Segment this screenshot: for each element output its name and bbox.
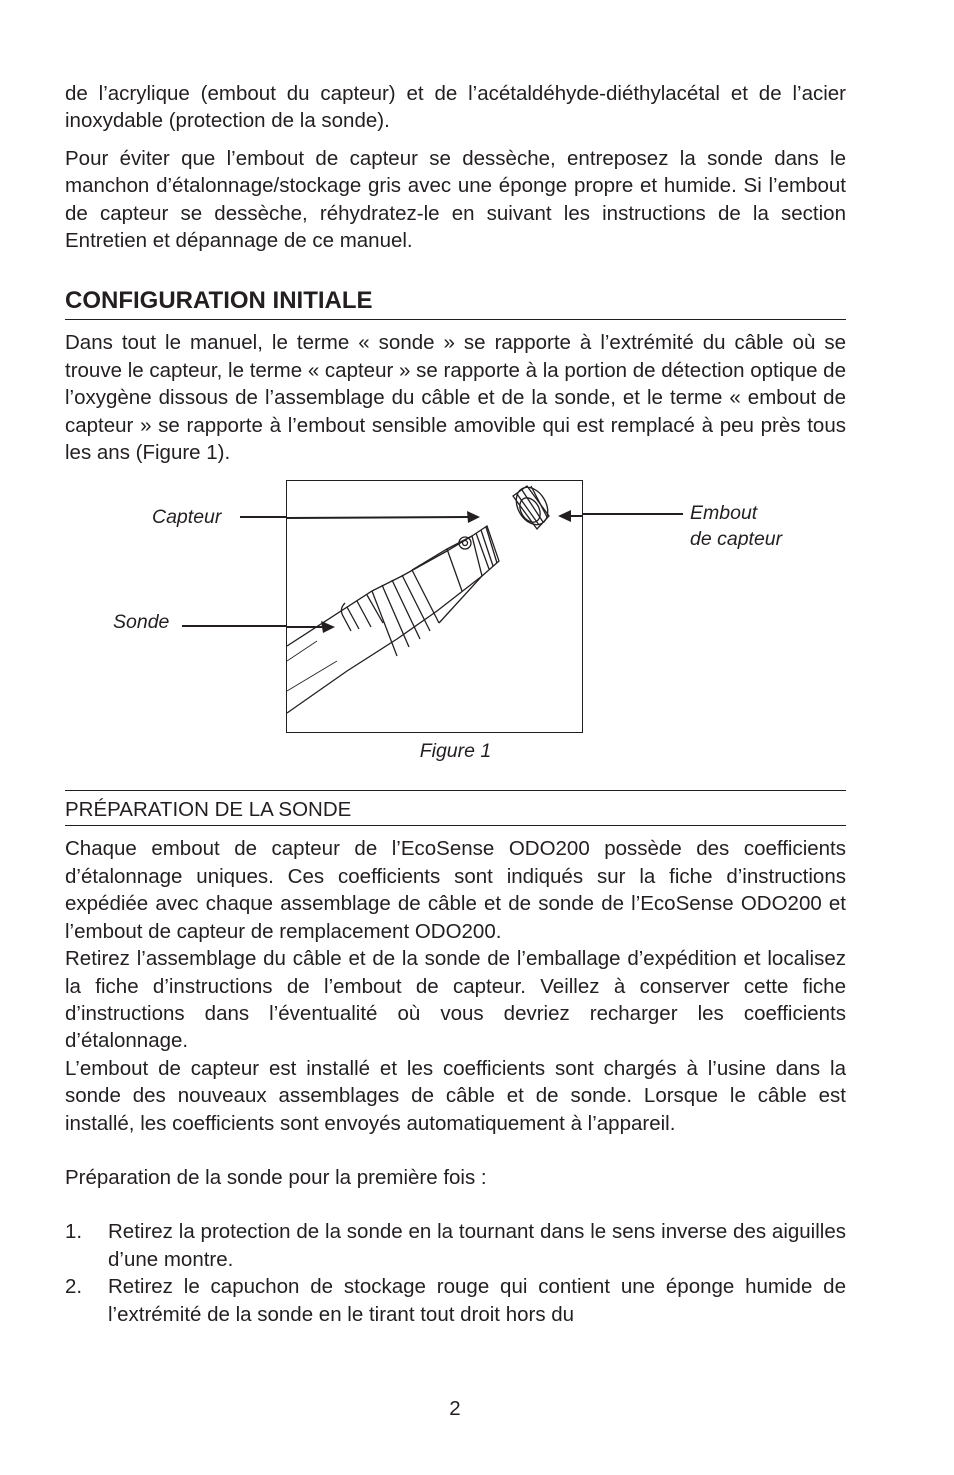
figure-1 (65, 466, 846, 790)
step-text: Retirez la protection de la sonde en la tournant dans le sens inverse des aiguilles d’une montre. (108, 1220, 846, 1271)
label-embout-line1: Embout (690, 502, 758, 525)
label-embout (690, 500, 782, 552)
step-number: 1. (65, 1220, 83, 1244)
figure-caption: Figure 1 (419, 740, 492, 763)
label-embout-line2: de capteur (690, 528, 783, 551)
paragraph-storage: Pour éviter que l’embout de capteur se dessèche, entreposez la sonde dans le manchon d’étalonnage/stockage gris avec une éponge propre et humide. Si l’embout de capteur se dessèche, réhydratez-le en suivant les instructions de la section Entretien et dépannage de ce manuel. (65, 146, 846, 253)
section-heading: CONFIGURATION INITIALE (65, 287, 846, 320)
paragraph-coefficients: Chaque embout de capteur de l’EcoSense ODO200 possède des coefficients d’étalonnage uniques. Ces coefficients sont indiqués sur la fiche d’instructions expédiée avec chaque assemblage de câble et de sonde de l’EcoSense ODO200 et l’embout de capteur de remplacement ODO200. (65, 837, 846, 943)
label-capteur: Capteur (152, 506, 222, 529)
section-intro: Dans tout le manuel, le terme « sonde » se rapporte à l’extrémité du câble où se trouve le capteur, le terme « capteur » se rapporte à la portion de détection optique de l’oxygène dissous de l’assemblage du câble et de la sonde, et le terme « embout de capteur » se rapporte à l’embout sensible amovible qui est remplacé à peu près tous les ans (Figure 1). (65, 331, 846, 465)
paragraph-factory: L’embout de capteur est installé et les coefficients sont chargés à l’usine dans la sonde des nouveaux assemblages de câble et de sonde. Lorsque le câble est installé, les coefficients sont envoyés automatiquement à l’appareil. (65, 1056, 846, 1135)
page-number: 2 (449, 1397, 461, 1420)
paragraph-materials: de l’acrylique (embout du capteur) et de l’acétaldéhyde-diéthylacétal et de l’acier inoxydable (protection de la sonde). (65, 82, 846, 133)
paragraph-unpack: Retirez l’assemblage du câble et de la sonde de l’emballage d’expédition et localisez la fiche d’instructions de l’embout de capteur. Veillez à conserver cette fiche d’instructions dans l’éventualité où vous devriez recharger les coefficients d’étalonnage. (65, 947, 846, 1053)
steps-lead: Préparation de la sonde pour la première fois : (65, 1165, 487, 1189)
list-item (65, 1273, 846, 1328)
label-sonde: Sonde (113, 611, 170, 634)
document-page (65, 80, 846, 1328)
steps-list (65, 1218, 846, 1328)
list-item (65, 1218, 846, 1273)
step-number: 2. (65, 1275, 83, 1299)
subsection-heading: PRÉPARATION DE LA SONDE (65, 790, 846, 826)
step-text: Retirez le capuchon de stockage rouge qui contient une éponge humide de l’extrémité de la sonde en le tirant tout droit hors du (108, 1275, 846, 1326)
